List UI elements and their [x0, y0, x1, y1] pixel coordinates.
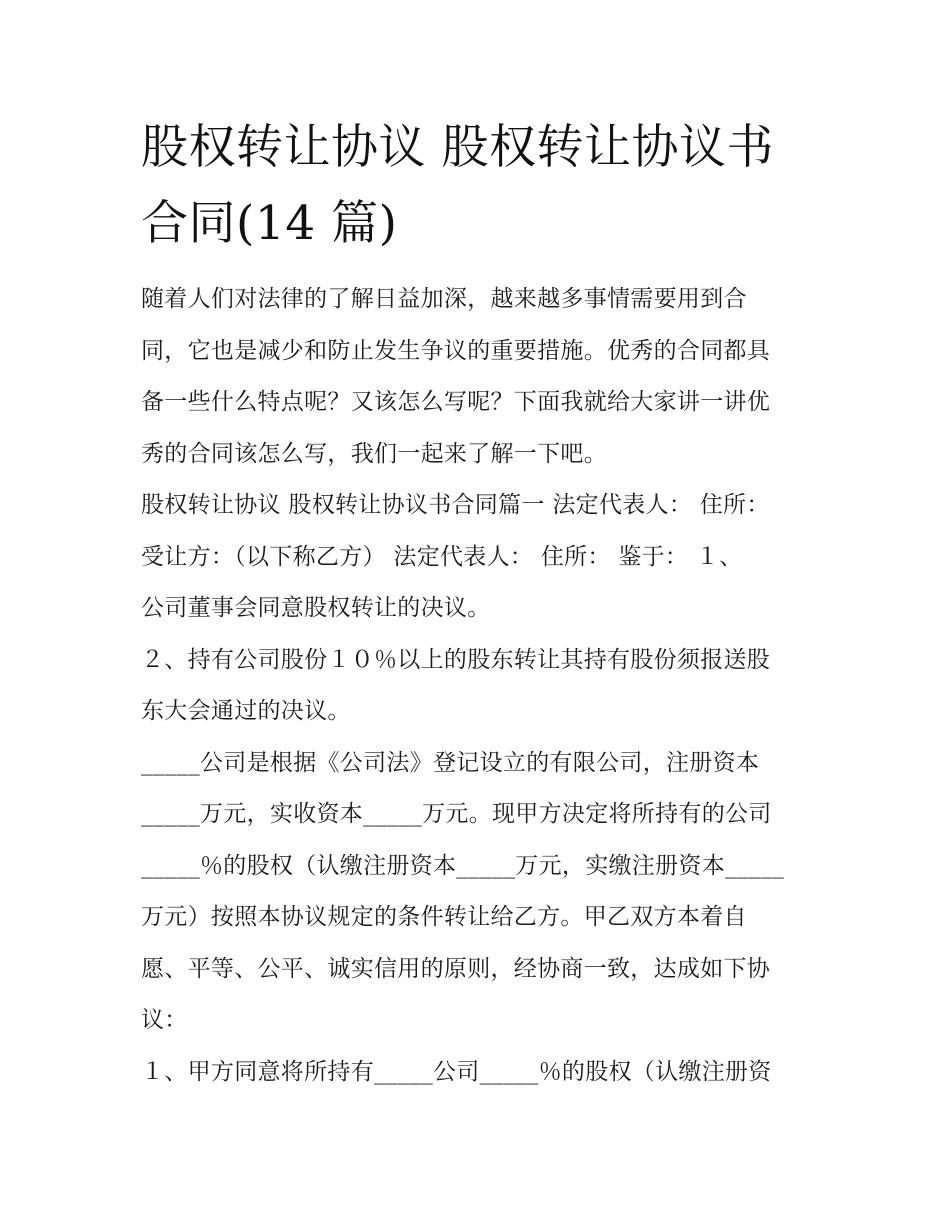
text-line: 同，它也是减少和防止发生争议的重要措施。优秀的合同都具 — [141, 337, 771, 364]
text-line: ２、持有公司股份１０％以上的股东转让其持有股份须报送股 — [141, 646, 771, 673]
text-line: 受让方：（以下称乙方） 法定代表人： 住所： 鉴于： １、 — [141, 543, 743, 570]
text-line: 股权转让协议 股权转让协议书合同篇一 法定代表人： 住所： — [141, 492, 770, 518]
text-line: 随着人们对法律的了解日益加深，越来越多事情需要用到合 — [141, 286, 747, 312]
text-line: 公司董事会同意股权转让的决议。 — [141, 595, 491, 621]
text-line: 秀的合同该怎么写，我们一起来了解一下吧。 — [141, 440, 607, 467]
document-title — [141, 110, 813, 262]
text-line: _____万元，实收资本_____万元。现甲方决定将所持有的公司 — [141, 801, 772, 827]
text-line: 愿、平等、公平、诚实信用的原则，经协商一致，达成如下协 — [141, 955, 771, 982]
text-line: 东大会通过的决议。 — [141, 698, 351, 724]
text-line: １、甲方同意将所持有_____公司_____％的股权（认缴注册资 — [141, 1058, 772, 1085]
clause-paragraph — [141, 1047, 813, 1099]
intro-paragraph — [141, 274, 813, 480]
text-line: _____公司是根据《公司法》登记设立的有限公司，注册资本 — [141, 749, 760, 776]
document-body — [141, 110, 813, 1098]
text-line: _____％的股权（认缴注册资本_____万元，实缴注册资本_____ — [141, 852, 784, 879]
clause-paragraph — [141, 635, 813, 738]
title-line: 合同(14 篇) — [141, 196, 398, 251]
company-paragraph — [141, 738, 813, 1047]
title-line: 股权转让协议 股权转让协议书 — [141, 120, 774, 175]
text-line: 万元）按照本协议规定的条件转让给乙方。甲乙双方本着自 — [141, 904, 747, 930]
text-line: 备一些什么特点呢？又该怎么写呢？下面我就给大家讲一讲优 — [141, 389, 771, 415]
text-line: 议： — [141, 1007, 188, 1033]
parties-paragraph — [141, 480, 813, 635]
